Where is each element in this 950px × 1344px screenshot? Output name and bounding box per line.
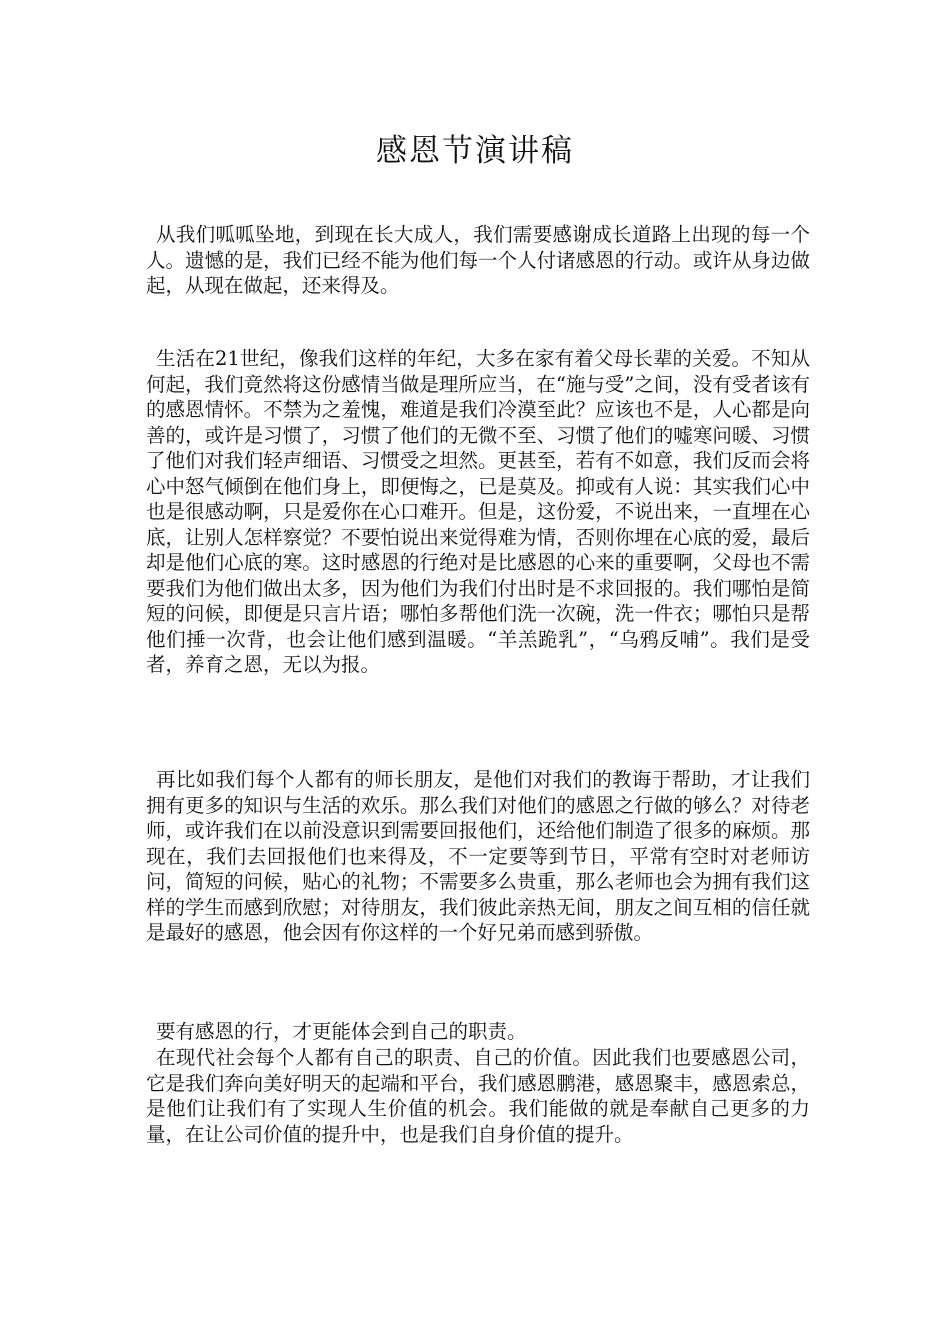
paragraph-intro: 从我们呱呱坠地，到现在长大成人，我们需要感谢成长道路上出现的每一个人。遗憾的是，我们已经不能为他们每一个人付诸感恩的行动。或许从身边做起，从现在做起，还来得及。 <box>146 223 810 297</box>
paragraph-parents: 生活在21世纪，像我们这样的年纪，大多在家有着父母长辈的关爱。不知从何起，我们竟然将这份感情当做是理所应当，在“施与受”之间，没有受者该有的感恩情怀。不禁为之羞愧，难道是我们冷漠至此？应该也不是，人心都是向善的，或许是习惯了，习惯了他们的无微不至、习惯了他们的嘘寒问暖、习惯了他们对我们轻声细语、习惯受之坦然。更甚至，若有不如意，我们反而会将心中怒气倾倒在他们身上，即便悔之，已是莫及。抑或有人说：其实我们心中也是很感动啊，只是爱你在心口难开。但是，这份爱，不说出来，一直埋在心底，让别人怎样察觉？不要怕说出来觉得难为情，否则你埋在心底的爱，最后却是他们心底的寒。这时感恩的行绝对是比感恩的心来的重要啊，父母也不需要我们为他们做出太多，因为他们为我们付出时是不求回报的。我们哪怕是简短的问候，即便是只言片语；哪怕多帮他们洗一次碗，洗一件衣；哪怕只是帮他们捶一次背，也会让他们感到温暖。“羊羔跪乳”，“乌鸦反哺”。我们是受者，养育之恩，无以为报。 <box>146 347 810 676</box>
paragraph-duty-intro: 要有感恩的行，才更能体会到自己的职责。 <box>156 1020 527 1043</box>
paragraph-teachers-friends: 再比如我们每个人都有的师长朋友，是他们对我们的教诲于帮助，才让我们拥有更多的知识与生活的欢乐。那么我们对他们的感恩之行做的够么？对待老师，或许我们在以前没意识到需要回报他们，还给他们制造了很多的麻烦。那现在，我们去回报他们也来得及，不一定要等到节日，平常有空时对老师访问，简短的问候，贴心的礼物；不需要多么贵重，那么老师也会为拥有我们这样的学生而感到欣慰；对待朋友，我们彼此亲热无间，朋友之间互相的信任就是最好的感恩，他会因有你这样的一个好兄弟而感到骄傲。 <box>146 768 810 944</box>
document-title: 感恩节演讲稿 <box>376 133 574 169</box>
paragraph-company: 在现代社会每个人都有自己的职责、自己的价值。因此我们也要感恩公司，它是我们奔向美好明天的起端和平台，我们感恩鹏港，感恩聚丰，感恩索总，是他们让我们有了实现人生价值的机会。我们能做的就是奉献自己更多的力量，在让公司价值的提升中，也是我们自身价值的提升。 <box>146 1046 810 1146</box>
